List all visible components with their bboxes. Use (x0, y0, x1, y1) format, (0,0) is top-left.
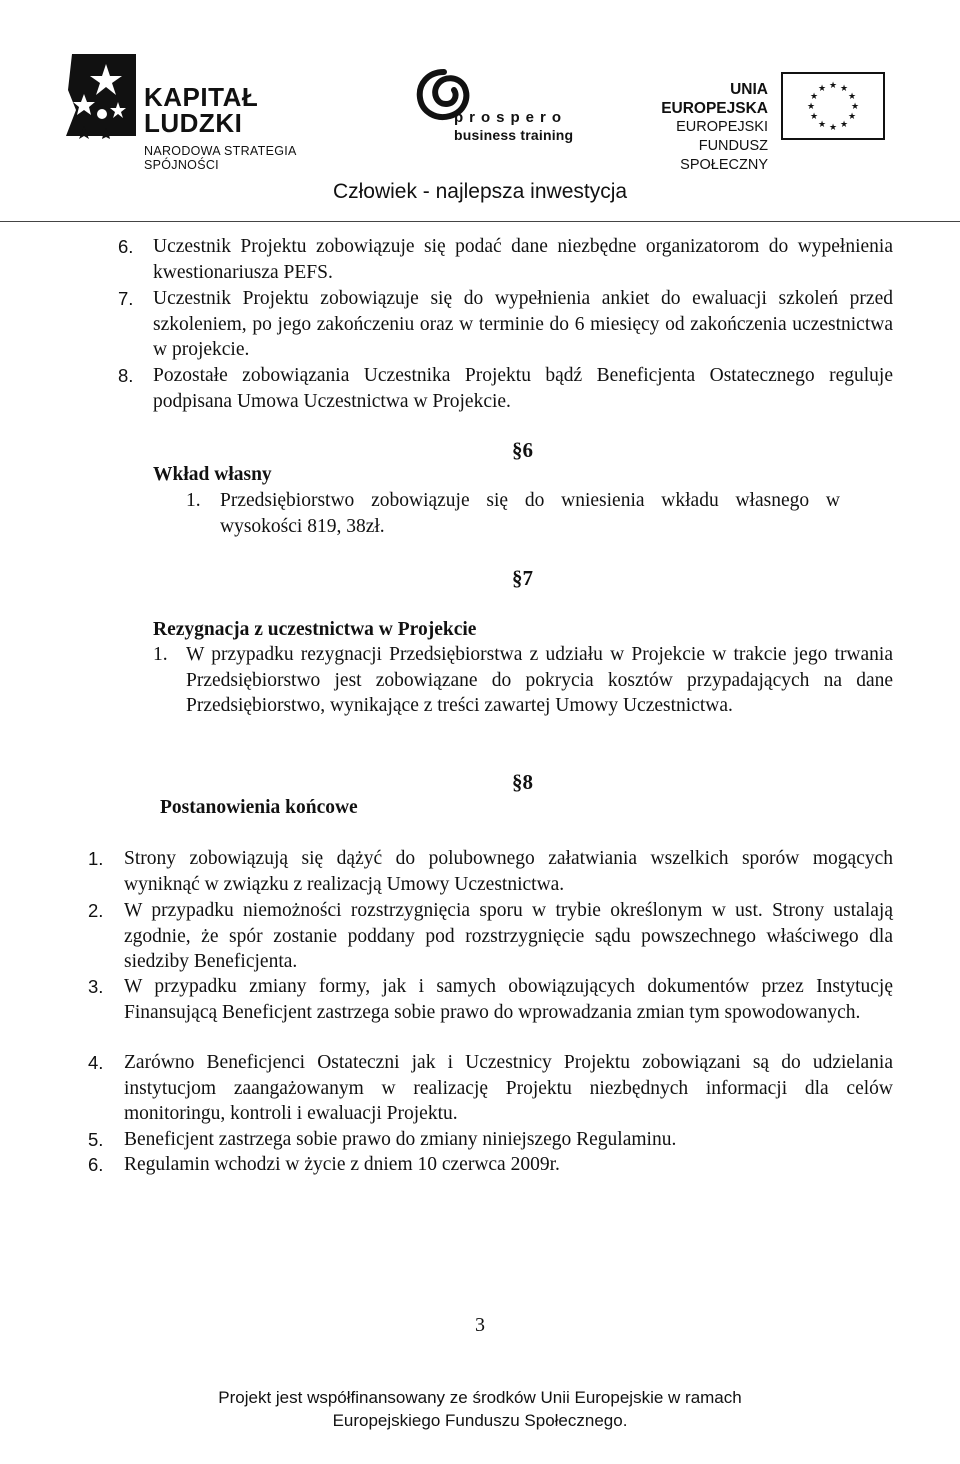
eu-line-3: FUNDUSZ SPOŁECZNY (680, 138, 768, 173)
svg-text:★: ★ (817, 120, 827, 130)
item-number: 3. (88, 976, 104, 997)
item-text: W przypadku niemożności rozstrzygnięcia sporu w trybie określonym w ust. Strony ustalają zgodnie, że spór zostanie poddany pod rozstrzygnięcie sądu powszechnego właściwego dla siedziby Beneficjenta. (124, 900, 893, 972)
item-number: 7. (118, 288, 134, 309)
page-number: 3 (475, 1314, 485, 1336)
svg-text:★: ★ (806, 102, 816, 112)
item-number: 1. (153, 644, 168, 665)
kapital-ludzki-subtitle: NARODOWA STRATEGIA SPÓJNOŚCI (144, 144, 296, 172)
kapital-ludzki-emblem-icon (62, 50, 142, 142)
svg-text:★: ★ (828, 123, 838, 133)
item-text: W przypadku rezygnacji Przedsiębiorstwa z udziału w Projekcie w trakcie jego trwania Przedsiębiorstwo jest zobowiązane do pokrycia kosztów przypadających na dane Przedsiębiorstwo, wynikające z treści zawartej Umowy Uczestnictwa. (186, 644, 893, 716)
footer-line-2: Europejskiego Funduszu Społecznego. (332, 1411, 628, 1430)
eu-line-1: UNIA EUROPEJSKA (661, 81, 768, 117)
item-number: 1. (186, 490, 201, 511)
item-text: Beneficjent zastrzega sobie prawo do zmiany niniejszego Regulaminu. (124, 1129, 677, 1150)
eu-stars-icon (783, 74, 883, 138)
item-number: 4. (88, 1052, 104, 1073)
section-7-symbol: §7 (512, 566, 533, 590)
item-text: Pozostałe zobowiązania Uczestnika Projektu bądź Beneficjenta Ostatecznego reguluje podpisana Umowa Uczestnictwa w Projekcie. (153, 365, 893, 412)
eu-line-2: EUROPEJSKI (676, 119, 768, 135)
section-6-symbol: §6 (512, 438, 533, 462)
svg-text:★: ★ (828, 81, 838, 91)
item-text: Regulamin wchodzi w życie z dniem 10 czerwca 2009r. (124, 1154, 560, 1175)
svg-text:★: ★ (850, 102, 860, 112)
svg-text:★: ★ (809, 112, 819, 122)
item-text: Przedsiębiorstwo zobowiązuje się do wniesienia wkładu własnego w wysokości 819, 38zł. (220, 490, 840, 537)
page-header (0, 0, 960, 232)
page-footer (0, 1386, 960, 1432)
eu-flag-icon (781, 72, 885, 140)
item-number: 2. (88, 900, 104, 921)
item-number: 8. (118, 365, 134, 386)
svg-text:★: ★ (847, 112, 857, 122)
item-text: W przypadku zmiany formy, jak i samych obowiązujących dokumentów przez Instytucję Finansującą Beneficjent zastrzega sobie prawo do wprowadzania zmian tym spowodowanych. (124, 976, 893, 1023)
svg-text:★: ★ (809, 92, 819, 102)
section-6-heading: Wkład własny (153, 464, 272, 485)
item-text: Uczestnik Projektu zobowiązuje się podać dane niezbędne organizatorom do wypełnienia kwestionariusza PEFS. (153, 236, 893, 283)
item-number: 1. (88, 848, 104, 869)
eu-logo (624, 72, 886, 173)
item-number: 6. (118, 236, 134, 257)
kapital-ludzki-logo (62, 50, 362, 172)
item-text: Uczestnik Projektu zobowiązuje się do wypełnienia ankiet do ewaluacji szkoleń przed szkoleniem, po jego zakończeniu oraz w terminie do 6 miesięcy od zakończenia uczestnictwa w projekcie. (153, 288, 893, 360)
header-slogan: Człowiek - najlepsza inwestycja (332, 180, 628, 203)
section-8-symbol: §8 (512, 770, 533, 794)
prospero-name: prospero (454, 109, 568, 126)
item-number: 6. (88, 1154, 104, 1175)
prospero-subtitle: business training (454, 127, 574, 143)
item-text: Strony zobowiązują się dążyć do polubownego załatwiania wszelkich sporów mogących wyniknąć w związku z realizacją Umowy Uczestnictwa. (124, 848, 893, 895)
kapital-ludzki-title: KAPITAŁ LUDZKI (144, 82, 259, 138)
svg-text:★: ★ (817, 84, 827, 94)
item-number: 5. (88, 1129, 104, 1150)
footer-line-1: Projekt jest współfinansowany ze środków Unii Europejskie w ramach (218, 1388, 742, 1407)
header-divider (0, 221, 960, 222)
section-8-heading: Postanowienia końcowe (160, 797, 358, 818)
item-text: Zarówno Beneficjenci Ostateczni jak i Uczestnicy Projektu zobowiązani są do udzielania instytucjom zaangażowanym w realizację Projektu niezbędnych informacji dla celów monitoringu, kontroli i ewaluacji Projektu. (124, 1052, 893, 1124)
prospero-logo (414, 66, 574, 148)
svg-text:★: ★ (839, 84, 849, 94)
svg-text:★: ★ (847, 92, 857, 102)
svg-text:★: ★ (839, 120, 849, 130)
section-7-heading: Rezygnacja z uczestnictwa w Projekcie (153, 619, 477, 640)
